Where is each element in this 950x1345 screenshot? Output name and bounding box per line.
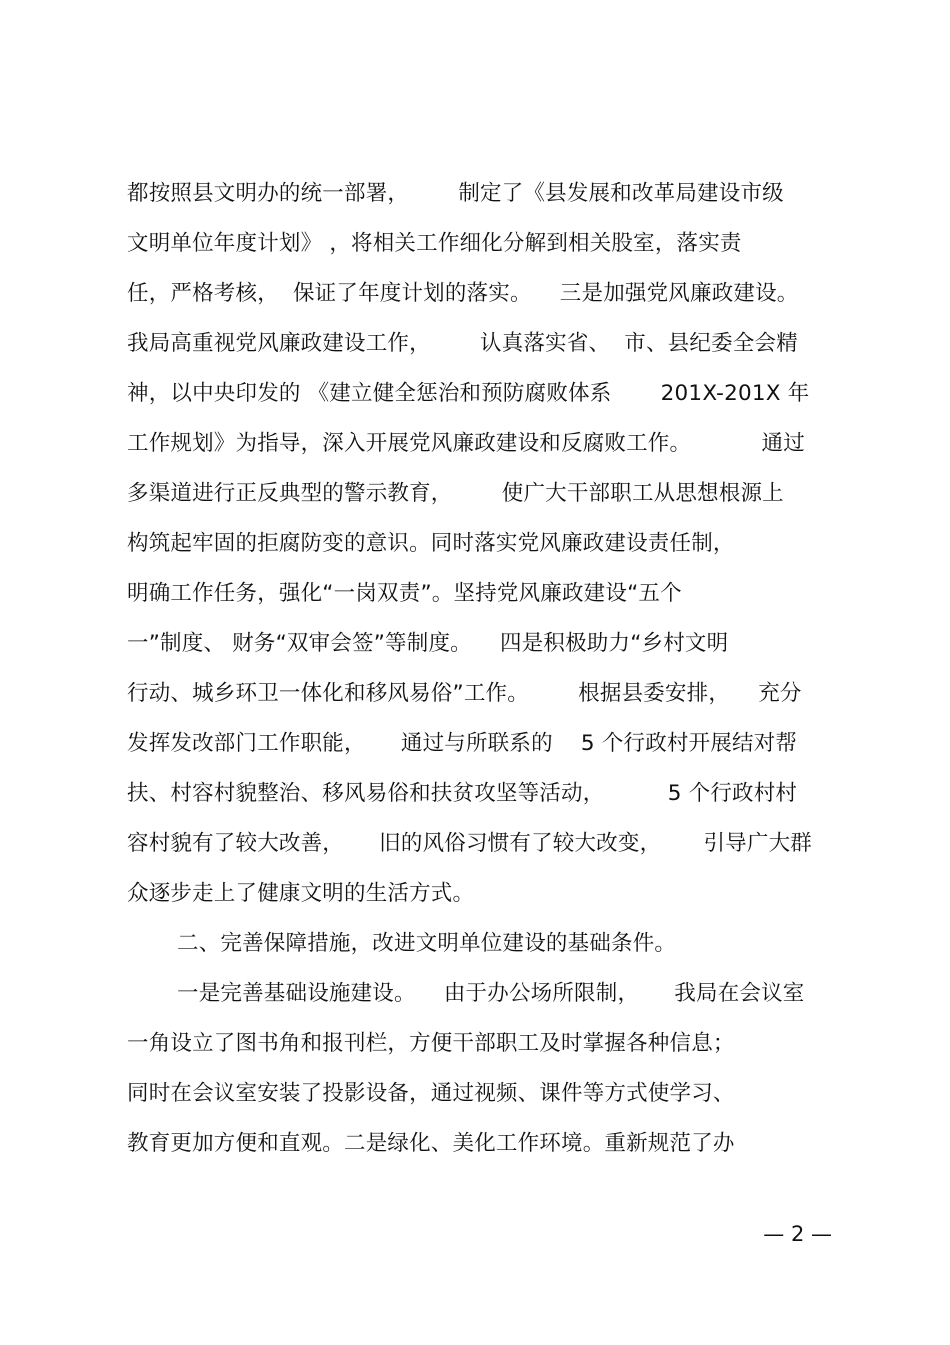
body-text-line: 明确工作任务，强化“一岗双责”。坚持党风廉政建设“五个: [127, 581, 682, 606]
body-text-line: 发挥发改部门工作职能， 通过与所联系的 5 个行政村开展结对帮: [127, 731, 798, 756]
body-text-line: 神，以中央印发的 《建立健全惩治和预防腐败体系 201X-201X 年: [127, 381, 810, 406]
body-text-line: 多渠道进行正反典型的警示教育， 使广大干部职工从思想根源上: [127, 481, 784, 506]
body-text-line: 任，严格考核， 保证了年度计划的落实。 三是加强党风廉政建设。: [127, 281, 799, 306]
body-text-line: 同时在会议室安装了投影设备，通过视频、课件等方式使学习、: [127, 1081, 735, 1106]
body-text-line: 扶、村容村貌整治、移风易俗和扶贫攻坚等活动， 5 个行政村村: [127, 781, 798, 806]
body-text-line: 教育更加方便和直观。二是绿化、美化工作环境。重新规范了办: [127, 1131, 735, 1156]
section-heading: 二、完善保障措施，改进文明单位建设的基础条件。: [177, 931, 677, 956]
body-text-line: 文明单位年度计划》 ，将相关工作细化分解到相关股室，落实责: [127, 231, 742, 256]
body-text-line: 一角设立了图书角和报刊栏，方便干部职工及时掌握各种信息；: [127, 1031, 735, 1056]
page-number: — 2 —: [763, 1222, 832, 1246]
body-text-line: 我局高重视党风廉政建设工作， 认真落实省、 市、县纪委全会精: [127, 331, 798, 356]
body-text-line: 一”制度、 财务“双审会签”等制度。 四是积极助力“乡村文明: [127, 631, 729, 656]
body-text-line: 众逐步走上了健康文明的生活方式。: [127, 881, 475, 906]
paragraph-first-line: 一是完善基础设施建设。 由于办公场所限制， 我局在会议室: [177, 981, 805, 1006]
body-text-line: 都按照县文明办的统一部署， 制定了《县发展和改革局建设市级: [127, 181, 784, 206]
body-text-line: 行动、城乡环卫一体化和移风易俗”工作。 根据县委安排， 充分: [127, 681, 802, 706]
body-text-line: 工作规划》为指导，深入开展党风廉政建设和反腐败工作。 通过: [127, 431, 805, 456]
body-text-line: 容村貌有了较大改善， 旧的风俗习惯有了较大改变， 引导广大群: [127, 831, 812, 856]
body-text-line: 构筑起牢固的拒腐防变的意识。同时落实党风廉政建设责任制，: [127, 531, 735, 556]
